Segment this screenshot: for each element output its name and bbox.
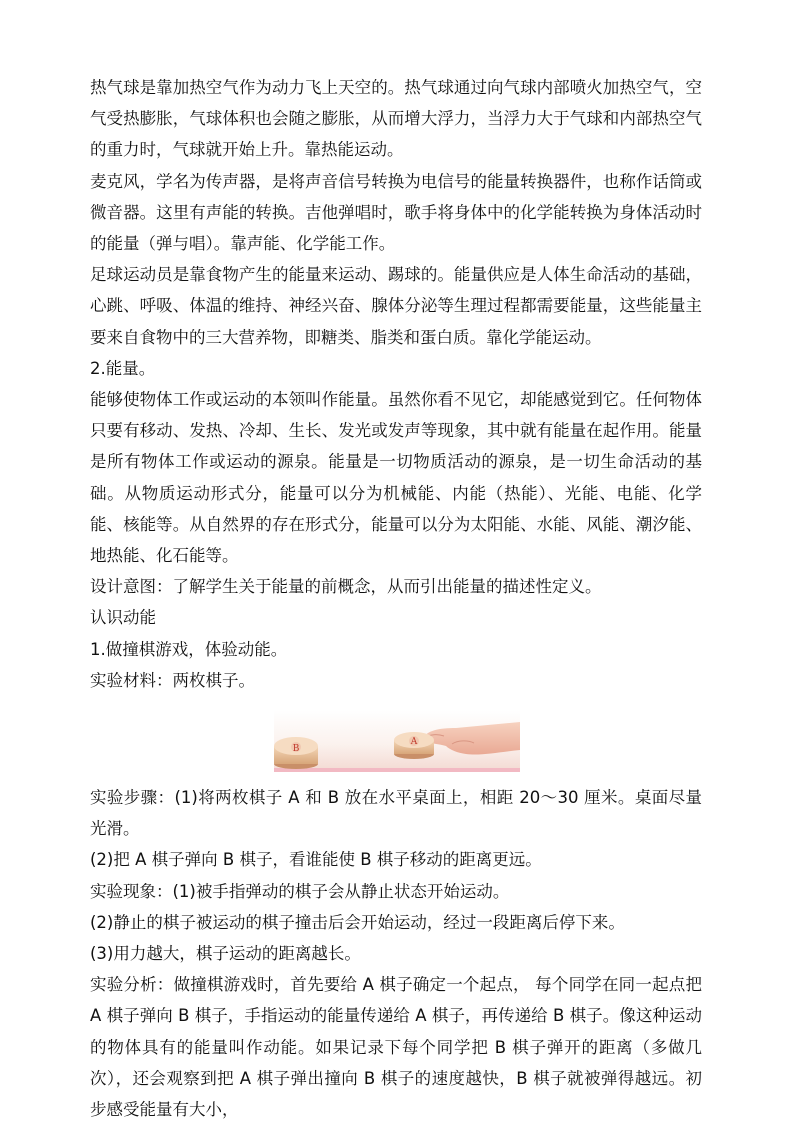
heading-kinetic-energy: 认识动能 — [90, 608, 156, 628]
piece-b-label: B — [292, 744, 300, 755]
paragraph-energy-definition: 能够使物体工作或运动的本领叫作能量。虽然你看不见它，却能感觉到它。任何物体只要有移动、发热、冷却、生长、发光或发声等现象，其中就有能量在起作用。能量是所有物体工作或运动的源泉。能量是一切物质活动的源泉，是一切生命活动的基础。从物质运动形式分，能量可以分为机械能、内能（热能）、光能、电能、化学能、核能等。从自然界的存在形式分，能量可以分为太阳能、水能、风能、潮汐能、地热能、化石能等。 — [90, 390, 702, 566]
chess-pieces-photo — [274, 710, 520, 772]
paragraph-phenomenon-2: (2)静止的棋子被运动的棋子撞击后会开始运动，经过一段距离后停下来。 — [90, 912, 625, 932]
experiment-figure — [90, 696, 702, 782]
paragraph-materials: 实验材料：两枚棋子。 — [90, 670, 255, 690]
chess-piece-b-icon — [274, 737, 318, 769]
heading-energy: 2.能量。 — [90, 358, 156, 378]
paragraph-analysis: 实验分析：做撞棋游戏时，首先要给 A 棋子确定一个起点， 每个同学在同一起点把 A 棋子弹向 B 棋子，手指运动的能量传递给 A 棋子，再传递给 B 棋子。像这种运动的物体具有的能量叫作动能。如果记录下每个同学把 B 棋子弹开的距离（多做几次），还会观察到把 A 棋子弹出撞向 B 棋子的速度越快，B 棋子就被弹得越远。初步感受能量有大小， — [90, 975, 702, 1120]
paragraph-steps-1: 实验步骤：(1)将两枚棋子 A 和 B 放在水平桌面上，相距 20～30 厘米。桌面尽量光滑。 — [90, 788, 702, 839]
paragraph-football-player: 足球运动员是靠食物产生的能量来运动、踢球的。能量供应是人体生命活动的基础，心跳、呼吸、体温的维持、神经兴奋、腺体分泌等生理过程都需要能量，这些能量主要来自食物中的三大营养物，即糖类、脂类和蛋白质。靠化学能运动。 — [90, 265, 702, 347]
chess-piece-a-icon — [394, 732, 434, 759]
paragraph-design-intent: 设计意图：了解学生关于能量的前概念，从而引出能量的描述性定义。 — [90, 577, 602, 597]
piece-a-label: A — [410, 737, 418, 748]
paragraph-steps-2: (2)把 A 棋子弹向 B 棋子，看谁能使 B 棋子移动的距离更远。 — [90, 850, 542, 870]
paragraph-hot-air-balloon: 热气球是靠加热空气作为动力飞上天空的。热气球通过向气球内部喷火加热空气，空气受热膨胀，气球体积也会随之膨胀，从而增大浮力，当浮力大于气球和内部热空气的重力时，气球就开始上升。靠热能运动。 — [90, 78, 702, 160]
paragraph-phenomenon-1: 实验现象：(1)被手指弹动的棋子会从静止状态开始运动。 — [90, 881, 510, 901]
heading-chess-game: 1.做撞棋游戏，体验动能。 — [90, 639, 288, 659]
document-page — [90, 72, 702, 1125]
paragraph-microphone: 麦克风，学名为传声器，是将声音信号转换为电信号的能量转换器件，也称作话筒或微音器。这里有声能的转换。吉他弹唱时，歌手将身体中的化学能转换为身体活动时的能量（弹与唱）。靠声能、化学能工作。 — [90, 171, 702, 254]
paragraph-phenomenon-3: (3)用力越大，棋子运动的距离越长。 — [90, 944, 361, 964]
